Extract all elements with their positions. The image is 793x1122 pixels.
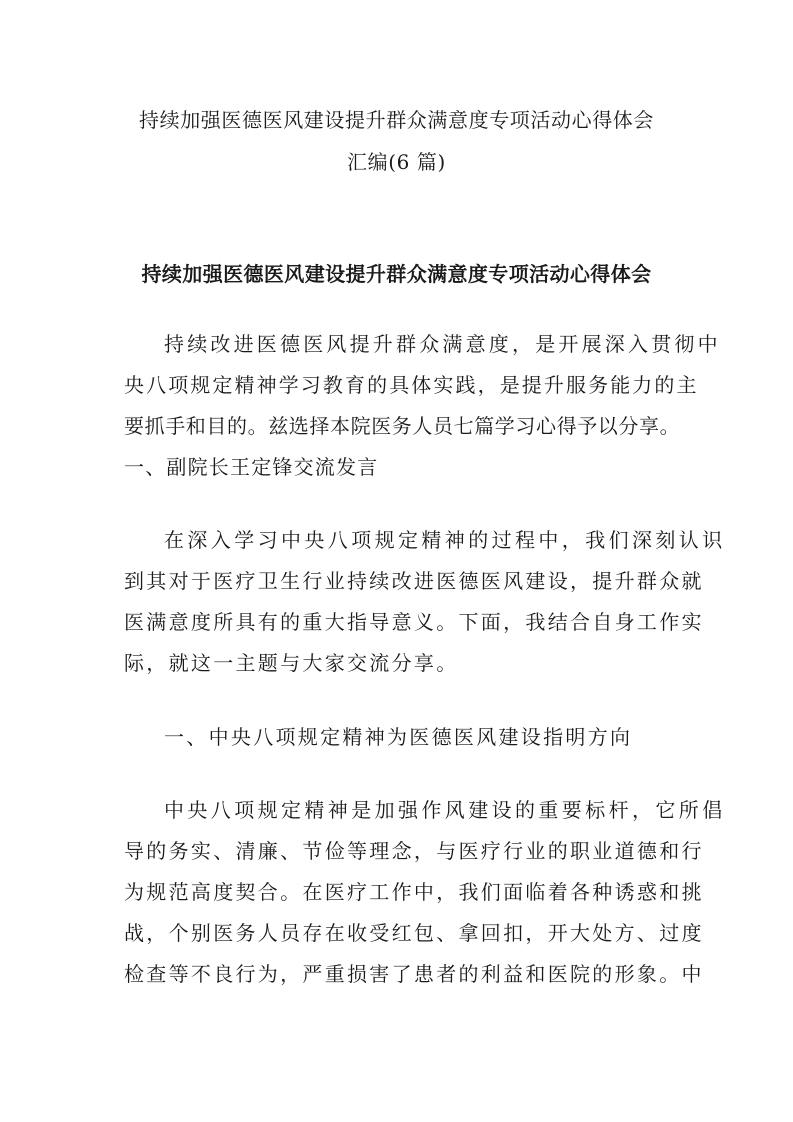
subheading-1: 一、中央八项规定精神为医德医风建设指明方向 xyxy=(164,725,633,749)
intro-line-2: 央八项规定精神学习教育的具体实践，是提升服务能力的主 xyxy=(124,373,699,397)
para2-line-5: 检查等不良行为，严重损害了患者的利益和医院的形象。中 xyxy=(124,962,704,986)
para2-line-4: 战，个别医务人员存在收受红包、拿回扣，开大处方、过度 xyxy=(124,921,704,945)
para2-line-1: 中央八项规定精神是加强作风建设的重要标杆，它所倡 xyxy=(164,798,726,822)
para1-line-1: 在深入学习中央八项规定精神的过程中，我们深刻认识 xyxy=(164,528,726,552)
intro-line-1: 持续改进医德医风提升群众满意度，是开展深入贯彻中 xyxy=(164,332,721,356)
document-title-line-2: 汇编(6 篇) xyxy=(347,150,446,174)
intro-line-3: 要抓手和目的。兹选择本院医务人员七篇学习心得予以分享。 xyxy=(124,414,681,438)
para2-line-3: 为规范高度契合。在医疗工作中，我们面临着各种诱惑和挑 xyxy=(124,880,704,904)
para1-line-4: 际，就这一主题与大家交流分享。 xyxy=(124,651,459,675)
document-title-line-1: 持续加强医德医风建设提升群众满意度专项活动心得体会 xyxy=(139,108,654,132)
para1-line-2: 到其对于医疗卫生行业持续改进医德医风建设，提升群众就 xyxy=(124,569,704,593)
para1-line-3: 医满意度所具有的重大指导意义。下面，我结合自身工作实 xyxy=(124,610,704,634)
para2-line-2: 导的务实、清廉、节俭等理念，与医疗行业的职业道德和行 xyxy=(124,839,704,863)
section-title: 持续加强医德医风建设提升群众满意度专项活动心得体会 xyxy=(141,262,652,286)
heading-1: 一、副院长王定锋交流发言 xyxy=(124,455,379,479)
